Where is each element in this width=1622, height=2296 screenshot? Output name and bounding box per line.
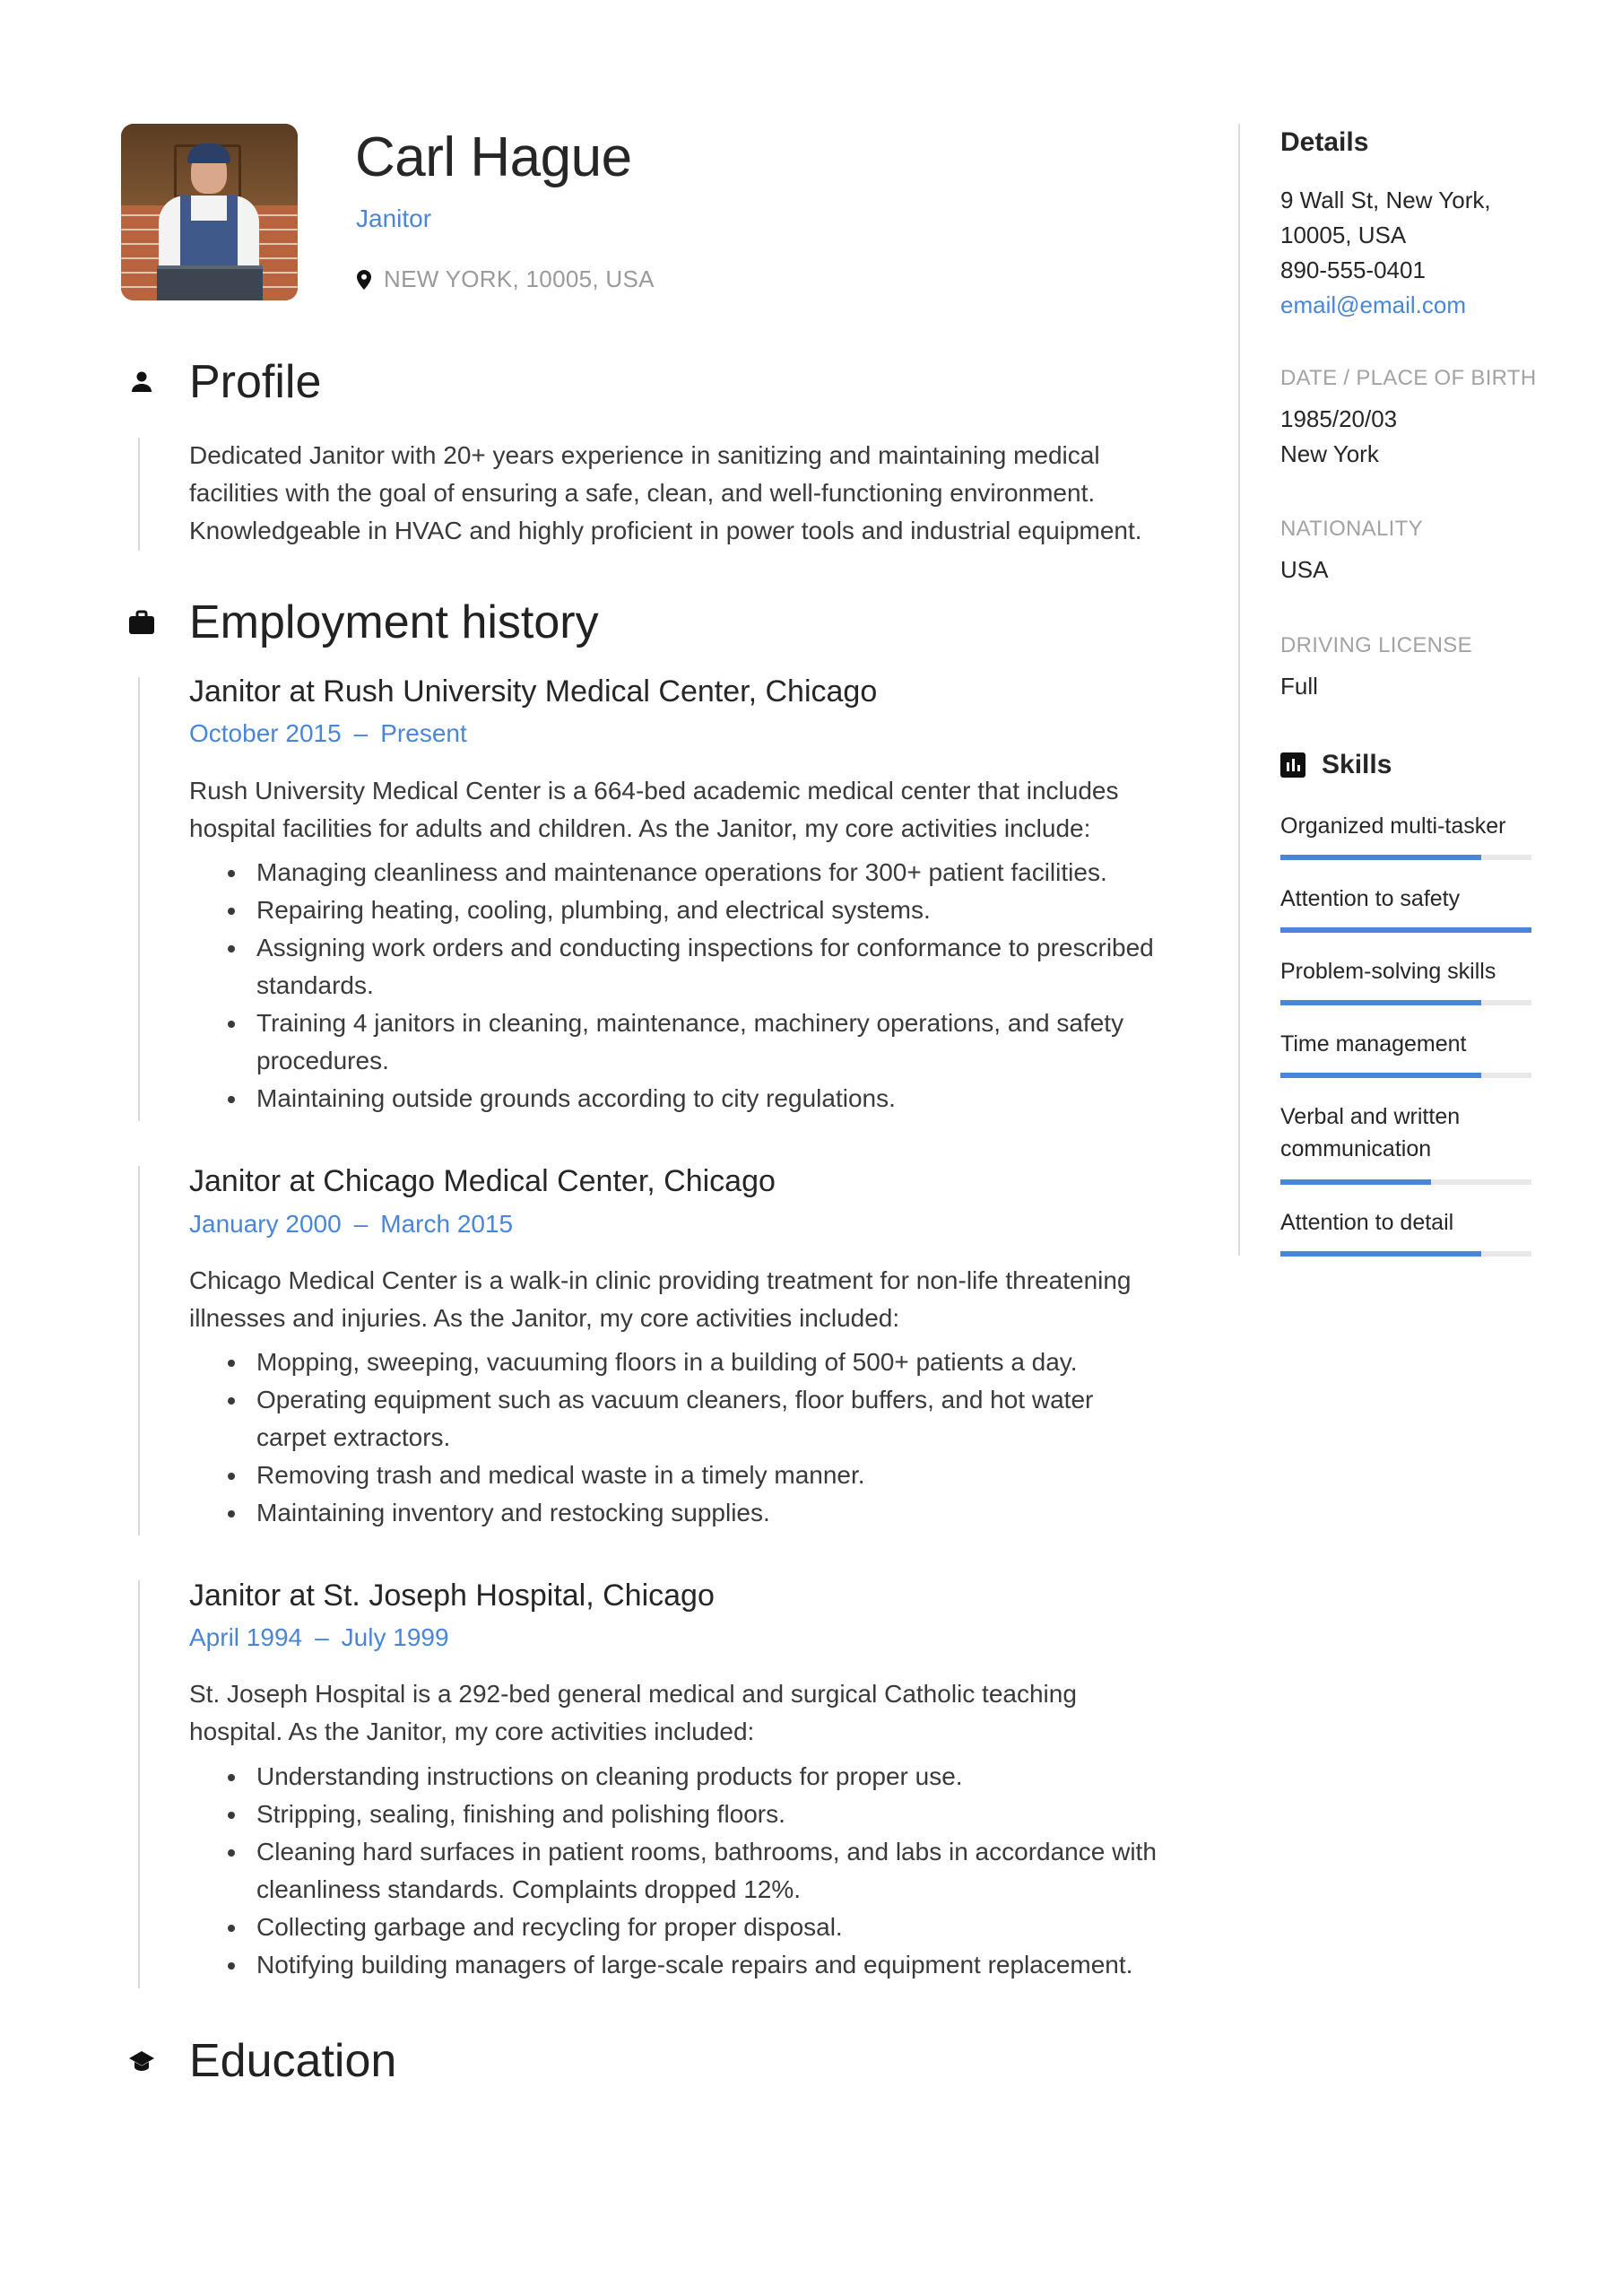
graduation-cap-icon <box>126 2045 158 2077</box>
skill-item <box>1280 1100 1496 1165</box>
candidate-name: Carl Hague <box>355 126 632 188</box>
employment-heading: Employment history <box>189 596 599 648</box>
skill-item <box>1280 1206 1531 1239</box>
job-bullet: Removing trash and medical waste in a timely manner. <box>189 1457 1158 1494</box>
job-bullet: Training 4 janitors in cleaning, maintenance, machinery operations, and safety procedures. <box>189 1004 1202 1080</box>
skill-bar-fill <box>1280 1073 1481 1078</box>
driving-license-block <box>1280 633 1603 704</box>
driving-license-label: DRIVING LICENSE <box>1280 633 1472 657</box>
nationality-value: USA <box>1280 556 1329 583</box>
person-icon <box>126 366 158 398</box>
job-bullets <box>189 854 1202 1118</box>
skill-item <box>1280 810 1531 842</box>
skill-label: Attention to safety <box>1280 886 1461 911</box>
skill-label: Problem-solving skills <box>1280 959 1496 984</box>
skill-bar <box>1280 1073 1531 1078</box>
skills-heading: Skills <box>1322 750 1392 779</box>
job-description <box>189 1262 1202 1337</box>
candidate-location <box>357 265 655 293</box>
date-separator: – <box>315 1623 329 1651</box>
driving-license-value: Full <box>1280 673 1318 700</box>
candidate-job-title: Janitor <box>356 204 432 232</box>
job-bullet: Notifying building managers of large-scale repairs and equipment replacement. <box>189 1946 1202 1984</box>
email-link[interactable]: email@email.com <box>1280 291 1466 318</box>
job-bullet: Maintaining inventory and restocking supplies. <box>189 1494 1158 1532</box>
job-bullet: Managing cleanliness and maintenance operations for 300+ patient facilities. <box>189 854 1202 891</box>
birth-date: 1985/20/03 <box>1280 405 1398 432</box>
skill-label: Time management <box>1280 1031 1467 1057</box>
nationality-block <box>1280 517 1603 587</box>
skills-heading-row <box>1280 750 1392 780</box>
job-rule <box>138 1166 140 1535</box>
job-bullets <box>189 1344 1158 1532</box>
date-separator: – <box>353 1210 369 1238</box>
profile-line: Dedicated Janitor with 20+ years experience in sanitizing and maintaining medical <box>189 441 1100 469</box>
skill-bar <box>1280 927 1531 933</box>
photo-toolbox <box>157 265 263 300</box>
sidebar-divider <box>1238 124 1240 1256</box>
job-description-line: Chicago Medical Center is a walk-in clinic providing treatment for non-life threatening <box>189 1266 1132 1294</box>
job-rule <box>138 677 140 1121</box>
birth-label: DATE / PLACE OF BIRTH <box>1280 366 1537 390</box>
details-block <box>1280 127 1603 323</box>
job-bullet: Mopping, sweeping, vacuuming floors in a building of 500+ patients a day. <box>189 1344 1158 1381</box>
date-separator: – <box>353 719 369 747</box>
job-dates <box>189 719 467 748</box>
profile-line: facilities with the goal of ensuring a safe, clean, and well-functioning environment. <box>189 479 1096 507</box>
skill-bar-fill <box>1280 1000 1481 1005</box>
skill-bar-fill <box>1280 1251 1481 1257</box>
job-bullet: Maintaining outside grounds according to city regulations. <box>189 1080 1202 1118</box>
briefcase-icon <box>126 606 158 639</box>
job-description-line: Rush University Medical Center is a 664-bed academic medical center that includes <box>189 777 1119 804</box>
skill-label: Organized multi-tasker <box>1280 813 1506 839</box>
skill-item <box>1280 883 1531 915</box>
job-bullet: Repairing heating, cooling, plumbing, and electrical systems. <box>189 891 1202 929</box>
job-description-line: hospital facilities for adults and children. As the Janitor, my core activities include: <box>189 814 1091 842</box>
profile-summary <box>189 437 1202 550</box>
job-bullet: Collecting garbage and recycling for proper disposal. <box>189 1909 1202 1946</box>
job-end: Present <box>380 719 467 747</box>
birth-place: New York <box>1280 440 1379 467</box>
phone-number: 890-555-0401 <box>1280 257 1426 283</box>
job-description-line: illnesses and injuries. As the Janitor, my core activities included: <box>189 1304 900 1332</box>
address-line: 9 Wall St, New York, <box>1280 187 1491 213</box>
job-end: July 1999 <box>341 1623 449 1651</box>
skill-bar <box>1280 1251 1531 1257</box>
job-title: Janitor at Rush University Medical Center, Chicago <box>189 674 878 709</box>
profile-heading: Profile <box>189 356 322 408</box>
job-title: Janitor at St. Joseph Hospital, Chicago <box>189 1578 715 1613</box>
job-bullet: Understanding instructions on cleaning products for proper use. <box>189 1758 1202 1796</box>
profile-photo <box>121 124 298 300</box>
job-description-line: St. Joseph Hospital is a 292-bed general medical and surgical Catholic teaching <box>189 1680 1077 1708</box>
profile-line: Knowledgeable in HVAC and highly proficient in power tools and industrial equipment. <box>189 517 1142 544</box>
job-start: April 1994 <box>189 1623 303 1651</box>
photo-cap <box>187 144 230 163</box>
bar-chart-icon <box>1280 752 1305 778</box>
address-line: 10005, USA <box>1280 222 1407 248</box>
skill-bar-fill <box>1280 855 1481 860</box>
skill-bar-fill <box>1280 1179 1431 1185</box>
job-description-line: hospital. As the Janitor, my core activities included: <box>189 1718 755 1745</box>
job-bullet: Operating equipment such as vacuum cleaners, floor buffers, and hot water carpet extractors. <box>189 1381 1158 1457</box>
job-bullet: Cleaning hard surfaces in patient rooms, bathrooms, and labs in accordance with cleanliness standards. Complaints dropped 12%. <box>189 1833 1202 1909</box>
job-bullets <box>189 1758 1202 1984</box>
skill-item <box>1280 1028 1531 1060</box>
job-bullet: Assigning work orders and conducting inspections for conformance to prescribed standards. <box>189 929 1202 1004</box>
location-text: NEW YORK, 10005, USA <box>384 265 655 292</box>
job-description <box>189 772 1202 848</box>
job-dates <box>189 1623 449 1652</box>
job-dates <box>189 1210 513 1239</box>
birth-block <box>1280 366 1603 472</box>
skill-item <box>1280 955 1531 987</box>
job-end: March 2015 <box>380 1210 514 1238</box>
details-heading: Details <box>1280 127 1369 157</box>
section-heading-profile <box>126 356 322 408</box>
job-bullet: Stripping, sealing, finishing and polishing floors. <box>189 1796 1202 1833</box>
job-description <box>189 1675 1202 1751</box>
job-start: January 2000 <box>189 1210 342 1238</box>
nationality-label: NATIONALITY <box>1280 517 1423 541</box>
skill-label: Attention to detail <box>1280 1210 1454 1235</box>
job-rule <box>138 1580 140 1988</box>
section-heading-education <box>126 2035 397 2087</box>
job-title: Janitor at Chicago Medical Center, Chicago <box>189 1164 776 1198</box>
skill-bar <box>1280 855 1531 860</box>
job-start: October 2015 <box>189 719 342 747</box>
skill-bar-fill <box>1280 927 1531 933</box>
skill-bar <box>1280 1179 1531 1185</box>
skill-bar <box>1280 1000 1531 1005</box>
profile-rule <box>138 438 140 551</box>
education-heading: Education <box>189 2035 397 2087</box>
map-pin-icon <box>357 270 371 290</box>
skill-label: Verbal and written communication <box>1280 1104 1461 1161</box>
section-heading-employment <box>126 596 599 648</box>
